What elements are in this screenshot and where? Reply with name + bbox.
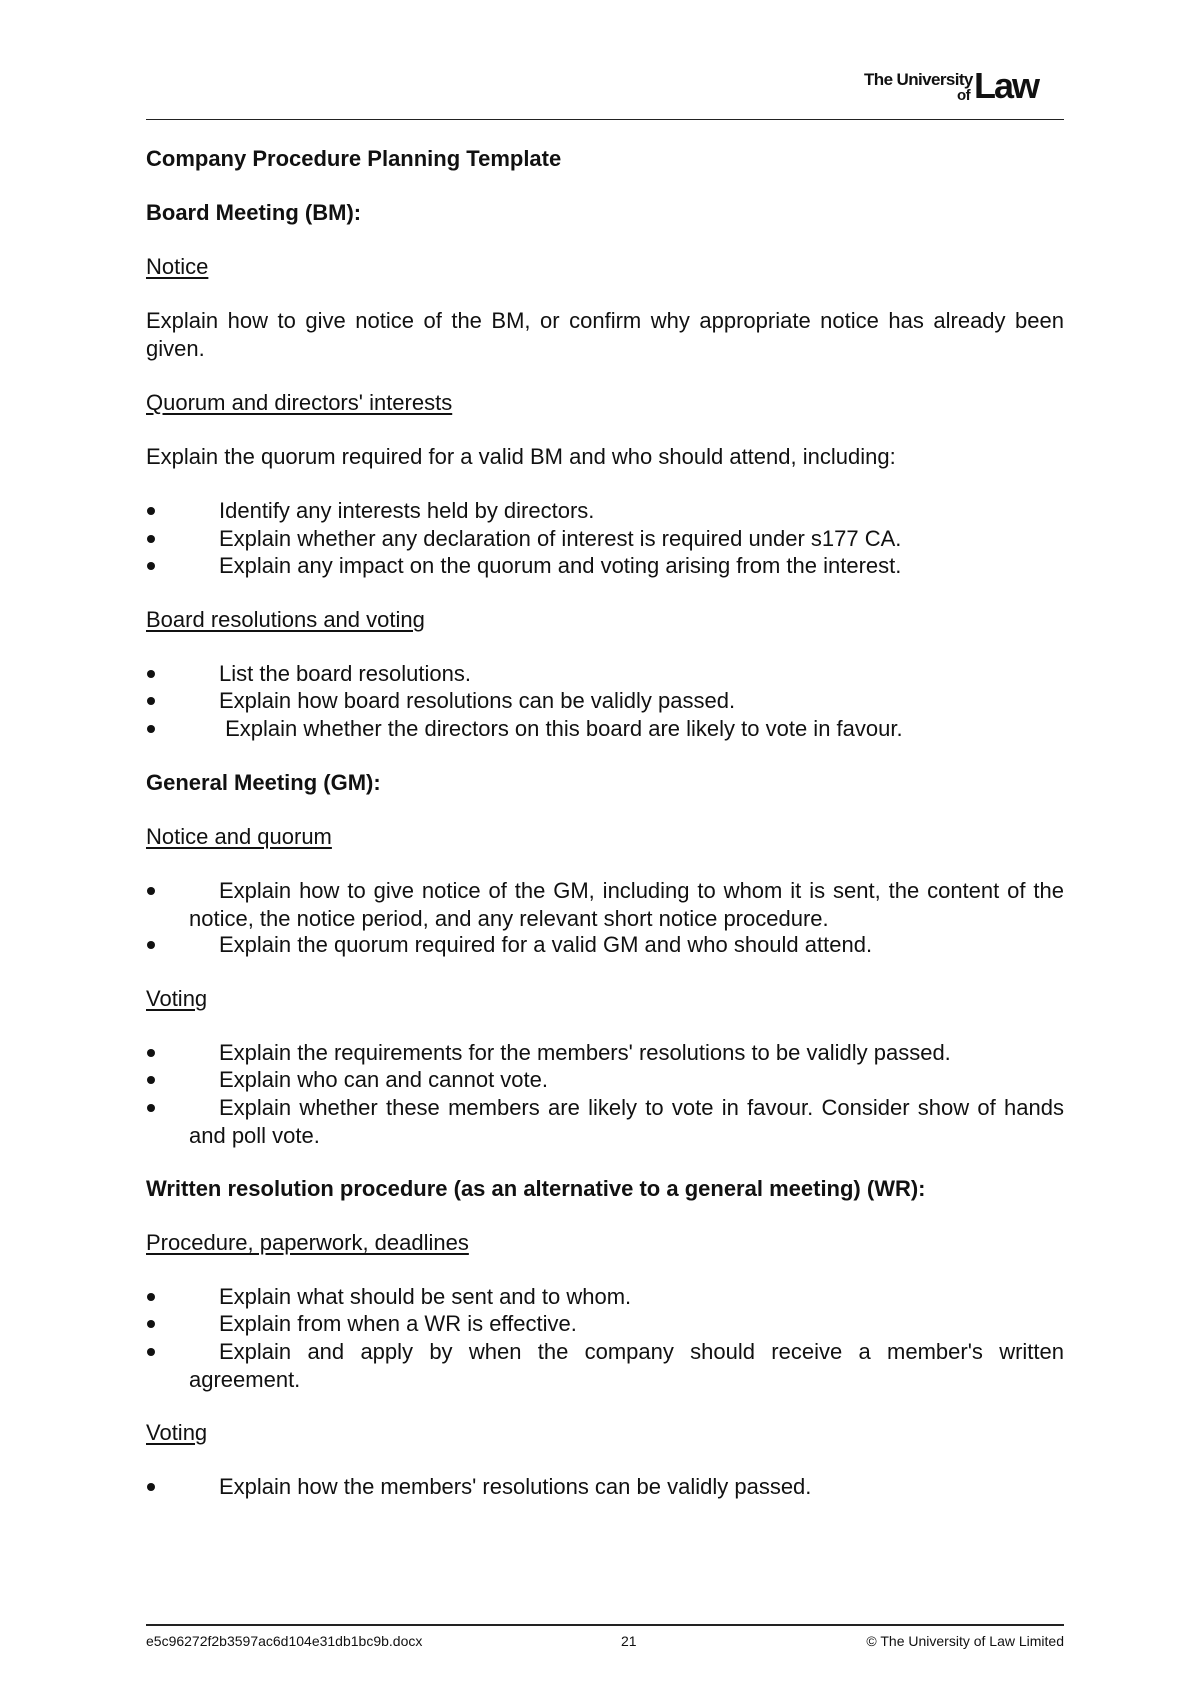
list-item-text: Explain how board resolutions can be validly passed. (219, 688, 736, 713)
list-item-text: List the board resolutions. (219, 661, 471, 686)
logo-text-line1: The University (864, 70, 973, 89)
logo-text-line3: Law (974, 65, 1039, 106)
header-rule (146, 119, 1064, 120)
subheading-procedure: Procedure, paperwork, deadlines (146, 1230, 469, 1255)
list-item (146, 1094, 1064, 1150)
list-item-text: Explain whether these members are likely to vote in favour. Consider show of hands and poll vote. (189, 1095, 1064, 1148)
list-item (146, 525, 1064, 553)
list-item-text: Explain the quorum required for a valid GM and who should attend. (219, 932, 873, 957)
subheading-gm-voting: Voting (146, 986, 208, 1011)
list-item-text: Explain whether any declaration of interest is required under s177 CA. (219, 526, 902, 551)
subheading-notice-quorum: Notice and quorum (146, 824, 332, 849)
list-item (146, 1283, 1064, 1311)
list-item (146, 1039, 1064, 1067)
subheading-notice: Notice (146, 254, 209, 279)
list-item-text: Explain and apply by when the company should receive a member's written agreement. (189, 1339, 1064, 1392)
list-item-text: Explain any impact on the quorum and voting arising from the interest. (219, 553, 902, 578)
list-item-text: Explain who can and cannot vote. (219, 1067, 549, 1092)
list-item (146, 1338, 1064, 1394)
list-item (146, 497, 1064, 525)
list-item-text: Explain how the members' resolutions can be validly passed. (219, 1474, 812, 1499)
logo-text-line2: of (957, 87, 971, 104)
paragraph-bm-quorum: Explain the quorum required for a valid BM and who should attend, including: (146, 444, 896, 469)
list-item-text: Explain what should be sent and to whom. (219, 1284, 632, 1309)
list-item (146, 877, 1064, 933)
list-item (146, 1473, 1064, 1501)
section-heading-general-meeting: General Meeting (GM): (146, 770, 381, 795)
list-item (146, 1310, 1064, 1338)
university-of-law-logo (864, 65, 1064, 108)
list-item (146, 660, 1064, 688)
footer-copyright: © The University of Law Limited (866, 1633, 1064, 1649)
list-item-text: Explain the requirements for the members' resolutions to be validly passed. (219, 1040, 951, 1065)
subheading-board-resolutions: Board resolutions and voting (146, 607, 425, 632)
list-item-text: Explain from when a WR is effective. (219, 1311, 577, 1336)
document-title: Company Procedure Planning Template (146, 146, 562, 171)
footer-rule (146, 1624, 1064, 1626)
list-item-text: Explain how to give notice of the GM, including to whom it is sent, the content of the notice, the notice period, and any relevant short notice procedure. (189, 878, 1064, 931)
section-heading-written-resolution: Written resolution procedure (as an alternative to a general meeting) (WR): (146, 1176, 926, 1201)
footer-page-number: 21 (621, 1633, 637, 1649)
section-heading-board-meeting: Board Meeting (BM): (146, 200, 362, 225)
paragraph-bm-notice: Explain how to give notice of the BM, or confirm why appropriate notice has already been given. (146, 308, 1064, 361)
subheading-quorum-interests: Quorum and directors' interests (146, 390, 453, 415)
list-item (146, 687, 1064, 715)
footer-filename: e5c96272f2b3597ac6d104e31db1bc9b.docx (146, 1633, 423, 1649)
list-item (146, 552, 1064, 580)
list-item-text: Explain whether the directors on this board are likely to vote in favour. (219, 716, 903, 741)
list-item (146, 931, 1064, 959)
subheading-wr-voting: Voting (146, 1420, 208, 1445)
list-item (146, 1066, 1064, 1094)
list-item (146, 715, 1064, 743)
list-item-text: Identify any interests held by directors. (219, 498, 595, 523)
